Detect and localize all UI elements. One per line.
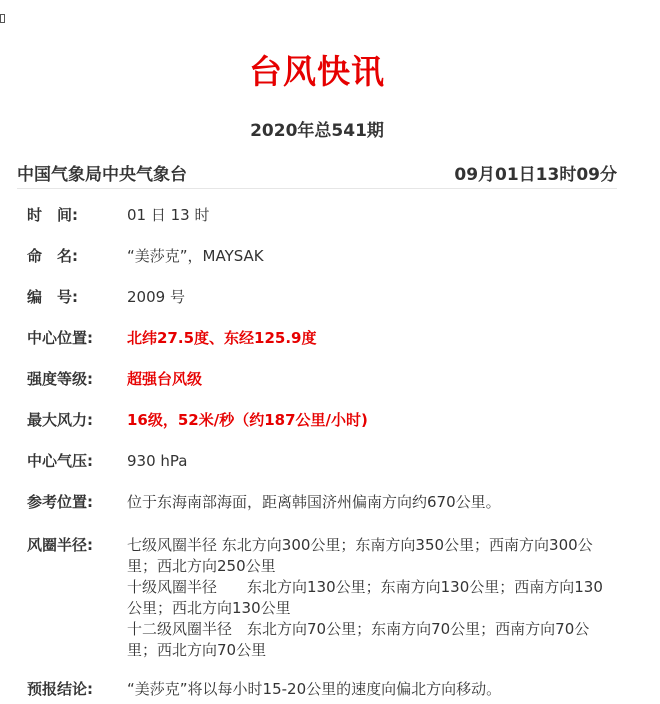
field-value: 01 日 13 时 (127, 206, 210, 224)
field-value: “美莎克”，MAYSAK (127, 247, 264, 265)
radius-line-7: 七级风圈半径 东北方向300公里；东南方向350公里；西南方向300公里；西北方向250公里 (127, 536, 593, 575)
field-value: 930 hPa (127, 452, 188, 470)
field-label: 命 名: (27, 247, 78, 265)
field-label: 时 间: (27, 206, 78, 224)
field-label: 参考位置: (27, 493, 93, 511)
field-value (127, 535, 607, 661)
field-value: 16级，52米/秒（约187公里/小时) (127, 411, 368, 429)
broken-image-icon (0, 14, 5, 23)
field-label: 编 号: (27, 288, 78, 306)
field-label: 风圈半径: (27, 536, 93, 554)
radius-line-10: 十级风圈半径 东北方向130公里；东南方向130公里；西南方向130公里；西北方向130公里 (127, 578, 603, 617)
field-value: 北纬27.5度、东经125.9度 (127, 329, 317, 347)
field-value: 超强台风级 (127, 370, 203, 388)
field-label: 中心位置: (27, 329, 93, 347)
field-label: 预报结论: (27, 680, 93, 698)
page-title: 台风快讯 (249, 52, 385, 91)
field-label: 强度等级: (27, 370, 93, 388)
bulletin-header (17, 160, 617, 189)
agency-name: 中国气象局中央气象台 (17, 165, 187, 185)
field-label: 中心气压: (27, 452, 93, 470)
radius-line-12: 十二级风圈半径 东北方向70公里；东南方向70公里；西南方向70公里；西北方向70公里 (127, 620, 590, 659)
field-value: 2009 号 (127, 288, 185, 306)
field-value: 位于东海南部海面，距离韩国济州偏南方向约670公里。 (127, 493, 501, 511)
field-value: “美莎克”将以每小时15-20公里的速度向偏北方向移动。 (127, 680, 502, 698)
issue-number: 2020年总541期 (250, 121, 384, 141)
publish-time: 09月01日13时09分 (454, 165, 617, 185)
field-label: 最大风力: (27, 411, 93, 429)
